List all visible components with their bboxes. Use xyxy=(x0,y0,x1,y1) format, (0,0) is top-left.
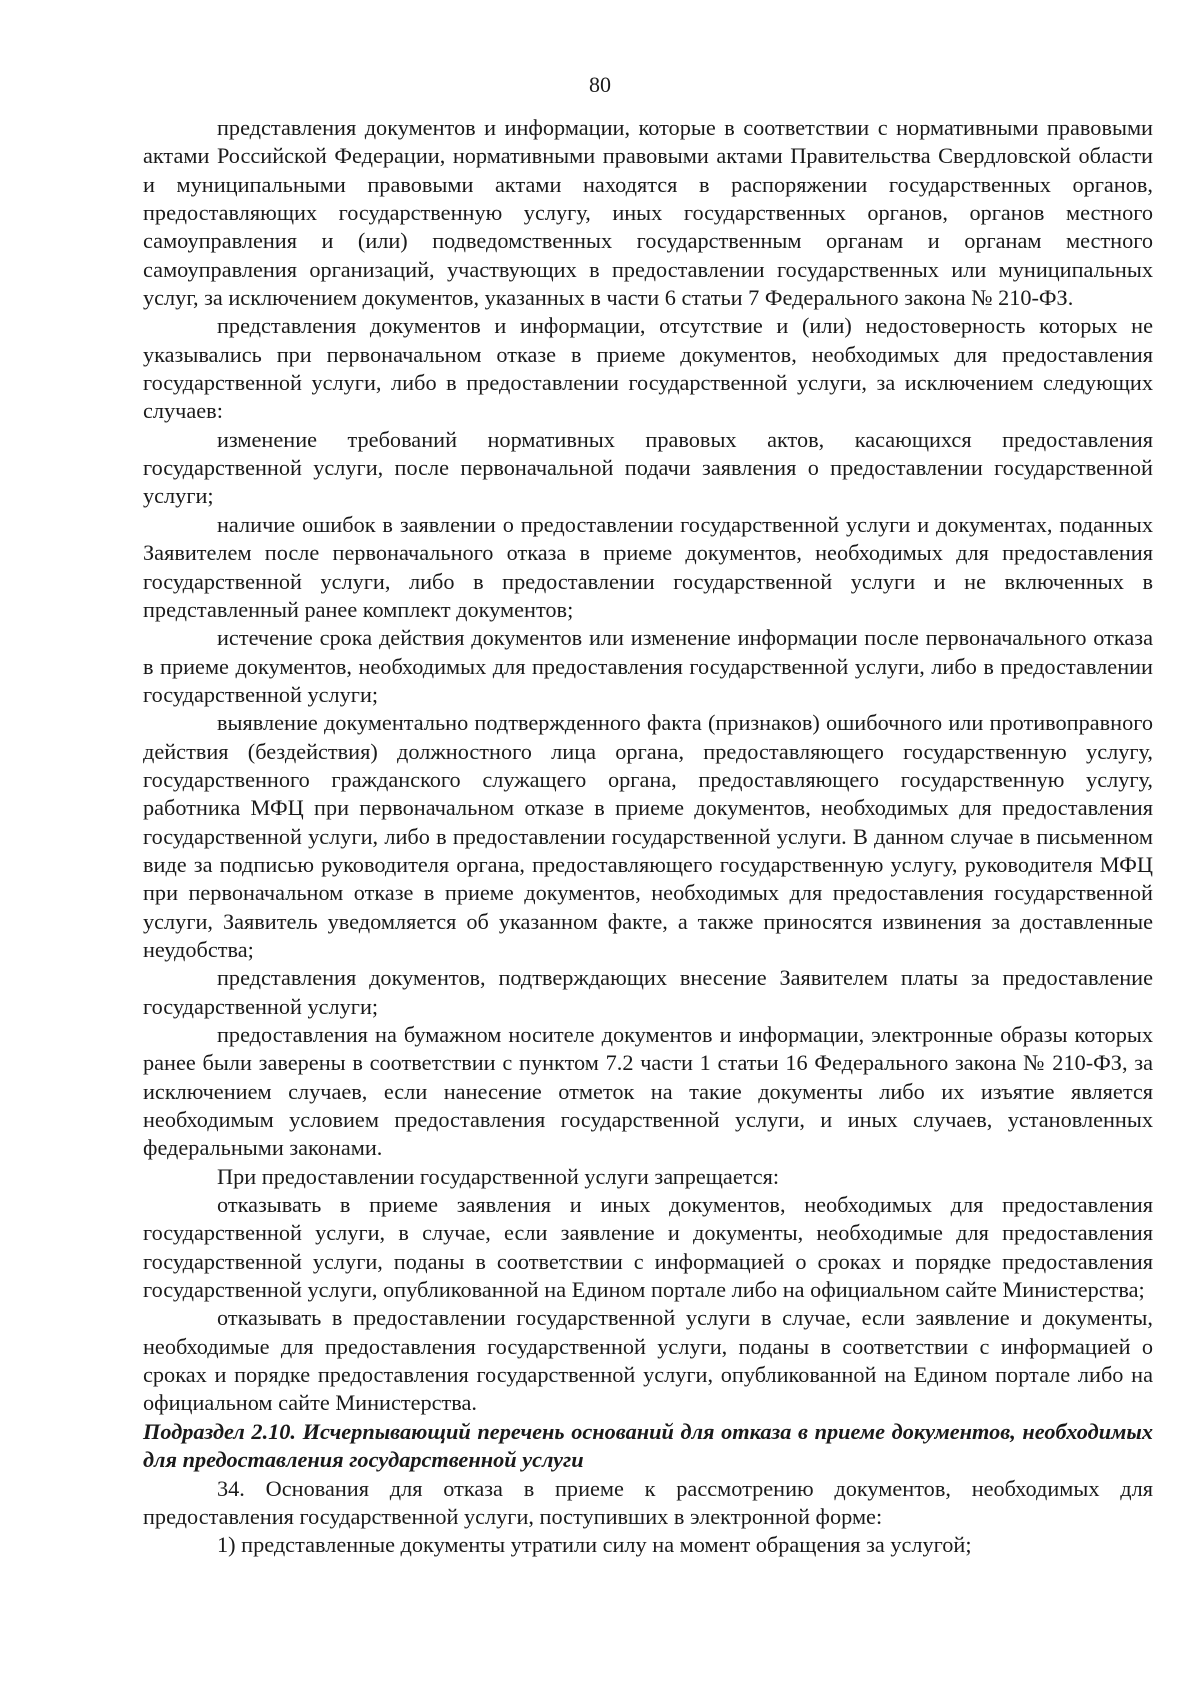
paragraph: представления документов, подтверждающих внесение Заявителем платы за предоставление государственной услуги; xyxy=(143,965,1153,1019)
paragraph: изменение требований нормативных правовых актов, касающихся предоставления государственной услуги, после первоначальной подачи заявления о предоставлении государственной услуги; xyxy=(143,426,1153,509)
paragraph: отказывать в приеме заявления и иных документов, необходимых для предоставления государственной услуги, в случае, если заявление и документы, необходимые для предоставления государственной услуги, поданы в соответствии с информацией о сроках и порядке предоставления государственной услуги, опубликованной на Едином портале либо на официальном сайте Министерства; xyxy=(143,1192,1153,1303)
paragraph: 1) представленные документы утратили силу на момент обращения за услугой; xyxy=(217,1532,972,1558)
paragraph: наличие ошибок в заявлении о предоставлении государственной услуги и документах, поданных Заявителем после первоначального отказа в приеме документов, необходимых для предоставления государственной услуги, либо в предоставлении государственной услуги и не включенных в представленный ранее комплект документов; xyxy=(143,511,1153,622)
paragraph: При предоставлении государственной услуги запрещается: xyxy=(217,1163,780,1189)
paragraph: истечение срока действия документов или изменение информации после первоначального отказа в приеме документов, необходимых для предоставления государственной услуги, либо в предоставлении государственной услуги; xyxy=(143,625,1153,707)
paragraph: предоставления на бумажном носителе документов и информации, электронные образы которых ранее были заверены в соответствии с пунктом 7.2 части 1 статьи 16 Федерального закона № 210-ФЗ, за исключением случаев, если нанесение отметок на такие документы либо их изъятие является необходимым условием предоставления государственной услуги, и иных случаев, установленных федеральными законами. xyxy=(143,1022,1153,1161)
paragraph: представления документов и информации, отсутствие и (или) недостоверность которых не указывались при первоначальном отказе в приеме документов, необходимых для предоставления государственной услуги, либо в предоставлении государственной услуги, за исключением следующих случаев: xyxy=(143,313,1153,424)
document-body xyxy=(143,114,1153,1560)
page-number: 80 xyxy=(589,72,611,97)
paragraph: представления документов и информации, которые в соответствии с нормативными правовыми актами Российской Федерации, нормативными правовыми актами Правительства Свердловской области и муниципальными правовыми актами находятся в распоряжении государственных органов, предоставляющих государственную услугу, иных государственных органов, органов местного самоуправления и (или) подведомственных государственным органам и органам местного самоуправления организаций, участвующих в предоставлении государственных или муниципальных услуг, за исключением документов, указанных в части 6 статьи 7 Федерального закона № 210-ФЗ. xyxy=(143,115,1153,311)
subsection-heading: Подраздел 2.10. Исчерпывающий перечень оснований для отказа в приеме документов, необходимых для предоставления государственной услуги xyxy=(143,1418,1153,1473)
paragraph: отказывать в предоставлении государственной услуги в случае, если заявление и документы, необходимые для предоставления государственной услуги, поданы в соответствии с информацией о сроках и порядке предоставления государственной услуги, опубликованной на Едином портале либо на официальном сайте Министерства. xyxy=(143,1305,1153,1416)
paragraph: 34. Основания для отказа в приеме к рассмотрению документов, необходимых для предоставления государственной услуги, поступивших в электронной форме: xyxy=(143,1475,1153,1529)
paragraph: выявление документально подтвержденного факта (признаков) ошибочного или противоправного действия (бездействия) должностного лица органа, предоставляющего государственную услугу, государственного гражданского служащего органа, предоставляющего государственную услугу, работника МФЦ при первоначальном отказе в приеме документов, необходимых для предоставления государственной услуги, либо в предоставлении государственной услуги. В данном случае в письменном виде за подписью руководителя органа, предоставляющего государственную услугу, руководителя МФЦ при первоначальном отказе в приеме документов, необходимых для предоставления государственной услуги, Заявитель уведомляется об указанном факте, а также приносятся извинения за доставленные неудобства; xyxy=(143,710,1153,962)
